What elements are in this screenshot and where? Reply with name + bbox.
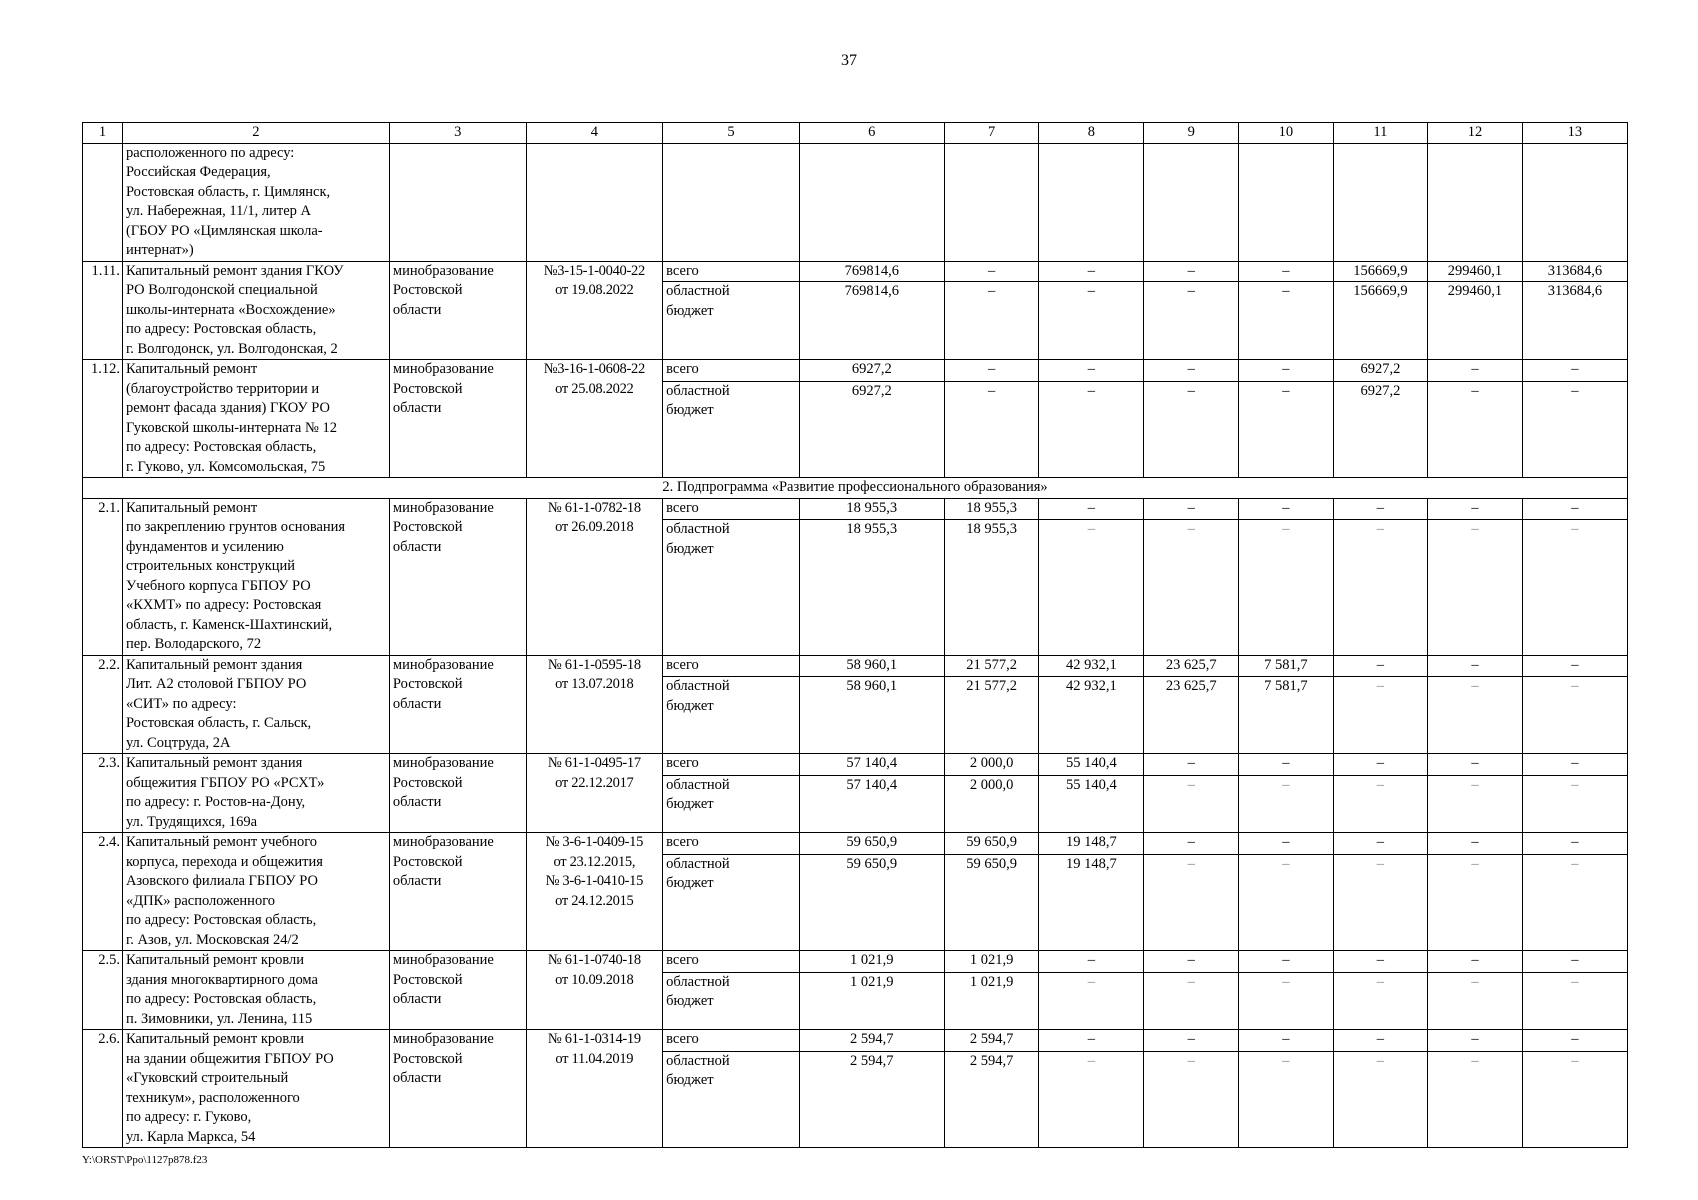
table-row: [83, 951, 1628, 973]
object-name: Капитальный ремонт по закреплению грунтов основания фундаментов и усилению строительных конструкций Учебного корпуса ГБПОУ РО «КХМТ» по адресу: Ростовская область, г. Каменск-Шахтинский, пер. Володарского, 72: [122, 498, 389, 655]
value-cell: –: [1522, 951, 1627, 973]
value-cell: –: [1239, 854, 1334, 950]
value-cell: 2 594,7: [799, 1051, 944, 1147]
value-cell: 42 932,1: [1039, 677, 1144, 754]
value-cell: –: [1333, 498, 1428, 520]
object-name: Капитальный ремонт учебного корпуса, перехода и общежития Азовского филиала ГБПОУ РО «ДПК» расположенного по адресу: Ростовская область, г. Азов, ул. Московская 24/2: [122, 833, 389, 951]
responsible-org: минобразование Ростовской области: [389, 261, 526, 360]
value-cell: 313684,6: [1522, 261, 1627, 282]
responsible-org: минобразование Ростовской области: [389, 754, 526, 833]
value-cell: –: [1144, 520, 1239, 655]
value-cell: –: [1428, 972, 1523, 1029]
header-row: [83, 123, 1628, 144]
page-number: 37: [841, 52, 857, 69]
value-cell: –: [1522, 655, 1627, 677]
value-cell: –: [1428, 951, 1523, 973]
continuation-num-cell: [83, 143, 123, 261]
value-cell: –: [1333, 972, 1428, 1029]
row-number: 1.11.: [83, 261, 123, 360]
table-row: [83, 655, 1628, 677]
document-ref: №3-16-1-0608-22 от 25.08.2022: [526, 360, 663, 478]
value-cell: –: [1522, 1030, 1627, 1052]
value-cell: –: [1144, 972, 1239, 1029]
value-cell: –: [1144, 360, 1239, 382]
funding-type-regional: областной бюджет: [663, 1051, 800, 1147]
value-cell: –: [1039, 520, 1144, 655]
value-cell: –: [1144, 498, 1239, 520]
col-header: 3: [389, 123, 526, 144]
funding-type-regional: областной бюджет: [663, 381, 800, 477]
table-row: [83, 1030, 1628, 1052]
col-header: 12: [1428, 123, 1523, 144]
program-table: [82, 122, 1628, 1148]
value-cell: –: [1039, 951, 1144, 973]
value-cell: 18 955,3: [944, 520, 1039, 655]
value-cell: 23 625,7: [1144, 677, 1239, 754]
value-cell: –: [1144, 833, 1239, 855]
value-cell: –: [1039, 1030, 1144, 1052]
value-cell: 313684,6: [1522, 282, 1627, 360]
value-cell: –: [1522, 833, 1627, 855]
value-cell: 1 021,9: [799, 951, 944, 973]
value-cell: –: [944, 360, 1039, 382]
value-cell: –: [1239, 261, 1334, 282]
col-header: 8: [1039, 123, 1144, 144]
responsible-org: минобразование Ростовской области: [389, 498, 526, 655]
row-number: 2.2.: [83, 655, 123, 754]
value-cell: –: [1333, 1051, 1428, 1147]
value-cell: 58 960,1: [799, 655, 944, 677]
value-cell: –: [1239, 754, 1334, 776]
value-cell: –: [1428, 381, 1523, 477]
value-cell: –: [1333, 833, 1428, 855]
value-cell: –: [1522, 1051, 1627, 1147]
value-cell: –: [1239, 381, 1334, 477]
object-name: Капитальный ремонт здания Лит. А2 столовой ГБПОУ РО «СИТ» по адресу: Ростовская область, г. Сальск, ул. Соцтруда, 2А: [122, 655, 389, 754]
document-ref: № 61-1-0595-18 от 13.07.2018: [526, 655, 663, 754]
value-cell: –: [1428, 854, 1523, 950]
value-cell: 19 148,7: [1039, 854, 1144, 950]
value-cell: –: [944, 381, 1039, 477]
value-cell: –: [1428, 498, 1523, 520]
continuation-row: [83, 143, 1628, 261]
section-title: 2. Подпрограмма «Развитие профессионального образования»: [83, 478, 1628, 499]
value-cell: –: [1144, 854, 1239, 950]
value-cell: –: [1522, 677, 1627, 754]
value-cell: –: [1428, 833, 1523, 855]
document-ref: № 61-1-0495-17 от 22.12.2017: [526, 754, 663, 833]
object-name: Капитальный ремонт кровли на здании общежития ГБПОУ РО «Гуковский строительный техникум», расположенного по адресу: г. Гуково, ул. Карла Маркса, 54: [122, 1030, 389, 1148]
continuation-text: расположенного по адресу: Российская Федерация, Ростовская область, г. Цимлянск, ул. Набережная, 11/1, литер А (ГБОУ РО «Цимлянская школа- интернат»): [122, 143, 389, 261]
value-cell: 6927,2: [1333, 381, 1428, 477]
funding-type-regional: областной бюджет: [663, 972, 800, 1029]
value-cell: –: [1333, 1030, 1428, 1052]
value-cell: –: [1239, 360, 1334, 382]
row-number: 2.5.: [83, 951, 123, 1030]
value-cell: –: [1428, 1051, 1523, 1147]
value-cell: –: [1144, 1051, 1239, 1147]
funding-type-total: всего: [663, 833, 800, 855]
value-cell: 769814,6: [799, 282, 944, 360]
value-cell: –: [1039, 498, 1144, 520]
value-cell: 7 581,7: [1239, 655, 1334, 677]
responsible-org: минобразование Ростовской области: [389, 360, 526, 478]
value-cell: –: [1239, 951, 1334, 973]
value-cell: 59 650,9: [944, 854, 1039, 950]
row-number: 2.6.: [83, 1030, 123, 1148]
value-cell: –: [1333, 655, 1428, 677]
funding-type-regional: областной бюджет: [663, 854, 800, 950]
value-cell: –: [1428, 1030, 1523, 1052]
value-cell: 57 140,4: [799, 754, 944, 776]
value-cell: 55 140,4: [1039, 775, 1144, 832]
funding-type-total: всего: [663, 360, 800, 382]
funding-type-total: всего: [663, 1030, 800, 1052]
value-cell: –: [1428, 775, 1523, 832]
document-ref: № 61-1-0314-19 от 11.04.2019: [526, 1030, 663, 1148]
object-name: Капитальный ремонт здания ГКОУ РО Волгодонской специальной школы-интерната «Восхождение» по адресу: Ростовская область, г. Волгодонск, ул. Волгодонская, 2: [122, 261, 389, 360]
value-cell: –: [1039, 381, 1144, 477]
col-header: 5: [663, 123, 800, 144]
value-cell: 21 577,2: [944, 677, 1039, 754]
document-ref: № 3-6-1-0409-15 от 23.12.2015, № 3-6-1-0410-15 от 24.12.2015: [526, 833, 663, 951]
value-cell: –: [1428, 754, 1523, 776]
value-cell: –: [1333, 677, 1428, 754]
value-cell: –: [1333, 754, 1428, 776]
value-cell: –: [1239, 1030, 1334, 1052]
funding-type-regional: областной бюджет: [663, 520, 800, 655]
responsible-org: минобразование Ростовской области: [389, 655, 526, 754]
value-cell: –: [1522, 498, 1627, 520]
value-cell: –: [1039, 261, 1144, 282]
document-ref: № 61-1-0782-18 от 26.09.2018: [526, 498, 663, 655]
value-cell: –: [944, 261, 1039, 282]
value-cell: –: [1144, 1030, 1239, 1052]
table-row: [83, 360, 1628, 382]
value-cell: 23 625,7: [1144, 655, 1239, 677]
value-cell: 2 000,0: [944, 775, 1039, 832]
col-header: 9: [1144, 123, 1239, 144]
document-ref: № 61-1-0740-18 от 10.09.2018: [526, 951, 663, 1030]
footer-file-path: Y:\ORST\Ppo\1127p878.f23: [82, 1154, 208, 1166]
value-cell: 18 955,3: [944, 498, 1039, 520]
funding-type-total: всего: [663, 951, 800, 973]
value-cell: –: [1239, 498, 1334, 520]
value-cell: –: [1428, 360, 1523, 382]
value-cell: 2 594,7: [944, 1051, 1039, 1147]
value-cell: –: [1144, 282, 1239, 360]
value-cell: –: [1144, 754, 1239, 776]
value-cell: –: [1522, 854, 1627, 950]
value-cell: 7 581,7: [1239, 677, 1334, 754]
row-number: 2.1.: [83, 498, 123, 655]
value-cell: 2 594,7: [944, 1030, 1039, 1052]
value-cell: –: [1239, 1051, 1334, 1147]
value-cell: –: [1239, 833, 1334, 855]
funding-type-regional: областной бюджет: [663, 677, 800, 754]
section-header-row: [83, 478, 1628, 499]
value-cell: –: [1428, 520, 1523, 655]
table-row: [83, 833, 1628, 855]
table-row: [83, 754, 1628, 776]
row-number: 2.3.: [83, 754, 123, 833]
value-cell: –: [1239, 775, 1334, 832]
col-header: 2: [122, 123, 389, 144]
value-cell: 2 000,0: [944, 754, 1039, 776]
value-cell: –: [1333, 520, 1428, 655]
value-cell: –: [1522, 381, 1627, 477]
object-name: Капитальный ремонт здания общежития ГБПОУ РО «РСХТ» по адресу: г. Ростов-на-Дону, ул. Трудящихся, 169а: [122, 754, 389, 833]
col-header: 10: [1239, 123, 1334, 144]
value-cell: –: [1522, 754, 1627, 776]
responsible-org: минобразование Ростовской области: [389, 1030, 526, 1148]
funding-type-total: всего: [663, 498, 800, 520]
value-cell: 59 650,9: [799, 854, 944, 950]
value-cell: –: [1428, 655, 1523, 677]
col-header: 4: [526, 123, 663, 144]
value-cell: –: [1239, 282, 1334, 360]
value-cell: –: [1239, 972, 1334, 1029]
value-cell: –: [1333, 854, 1428, 950]
value-cell: –: [1144, 261, 1239, 282]
value-cell: –: [944, 282, 1039, 360]
responsible-org: минобразование Ростовской области: [389, 833, 526, 951]
value-cell: 6927,2: [1333, 360, 1428, 382]
value-cell: –: [1039, 360, 1144, 382]
value-cell: 59 650,9: [944, 833, 1039, 855]
value-cell: 769814,6: [799, 261, 944, 282]
value-cell: 299460,1: [1428, 261, 1523, 282]
value-cell: 59 650,9: [799, 833, 944, 855]
value-cell: –: [1239, 520, 1334, 655]
value-cell: 6927,2: [799, 360, 944, 382]
value-cell: –: [1144, 381, 1239, 477]
value-cell: –: [1333, 775, 1428, 832]
value-cell: 299460,1: [1428, 282, 1523, 360]
value-cell: 55 140,4: [1039, 754, 1144, 776]
value-cell: –: [1039, 282, 1144, 360]
value-cell: 6927,2: [799, 381, 944, 477]
value-cell: 1 021,9: [944, 972, 1039, 1029]
value-cell: –: [1039, 972, 1144, 1029]
value-cell: 57 140,4: [799, 775, 944, 832]
value-cell: 156669,9: [1333, 282, 1428, 360]
col-header: 7: [944, 123, 1039, 144]
value-cell: –: [1039, 1051, 1144, 1147]
funding-type-regional: областной бюджет: [663, 775, 800, 832]
value-cell: 58 960,1: [799, 677, 944, 754]
funding-type-total: всего: [663, 261, 800, 282]
value-cell: 156669,9: [1333, 261, 1428, 282]
value-cell: –: [1144, 775, 1239, 832]
value-cell: –: [1522, 775, 1627, 832]
object-name: Капитальный ремонт (благоустройство территории и ремонт фасада здания) ГКОУ РО Гуковской школы-интерната № 12 по адресу: Ростовская область, г. Гуково, ул. Комсомольская, 75: [122, 360, 389, 478]
value-cell: –: [1428, 677, 1523, 754]
value-cell: 1 021,9: [799, 972, 944, 1029]
value-cell: –: [1333, 951, 1428, 973]
table-row: [83, 498, 1628, 520]
document-ref: №3-15-1-0040-22 от 19.08.2022: [526, 261, 663, 360]
value-cell: –: [1522, 520, 1627, 655]
value-cell: 21 577,2: [944, 655, 1039, 677]
funding-type-regional: областной бюджет: [663, 282, 800, 360]
col-header: 1: [83, 123, 123, 144]
value-cell: –: [1522, 972, 1627, 1029]
col-header: 6: [799, 123, 944, 144]
row-number: 2.4.: [83, 833, 123, 951]
col-header: 11: [1333, 123, 1428, 144]
responsible-org: минобразование Ростовской области: [389, 951, 526, 1030]
value-cell: –: [1144, 951, 1239, 973]
value-cell: 2 594,7: [799, 1030, 944, 1052]
object-name: Капитальный ремонт кровли здания многоквартирного дома по адресу: Ростовская область, п. Зимовники, ул. Ленина, 115: [122, 951, 389, 1030]
row-number: 1.12.: [83, 360, 123, 478]
value-cell: –: [1522, 360, 1627, 382]
value-cell: 19 148,7: [1039, 833, 1144, 855]
value-cell: 18 955,3: [799, 520, 944, 655]
value-cell: 18 955,3: [799, 498, 944, 520]
funding-type-total: всего: [663, 655, 800, 677]
table-row: [83, 261, 1628, 282]
value-cell: 42 932,1: [1039, 655, 1144, 677]
funding-type-total: всего: [663, 754, 800, 776]
col-header: 13: [1522, 123, 1627, 144]
value-cell: 1 021,9: [944, 951, 1039, 973]
